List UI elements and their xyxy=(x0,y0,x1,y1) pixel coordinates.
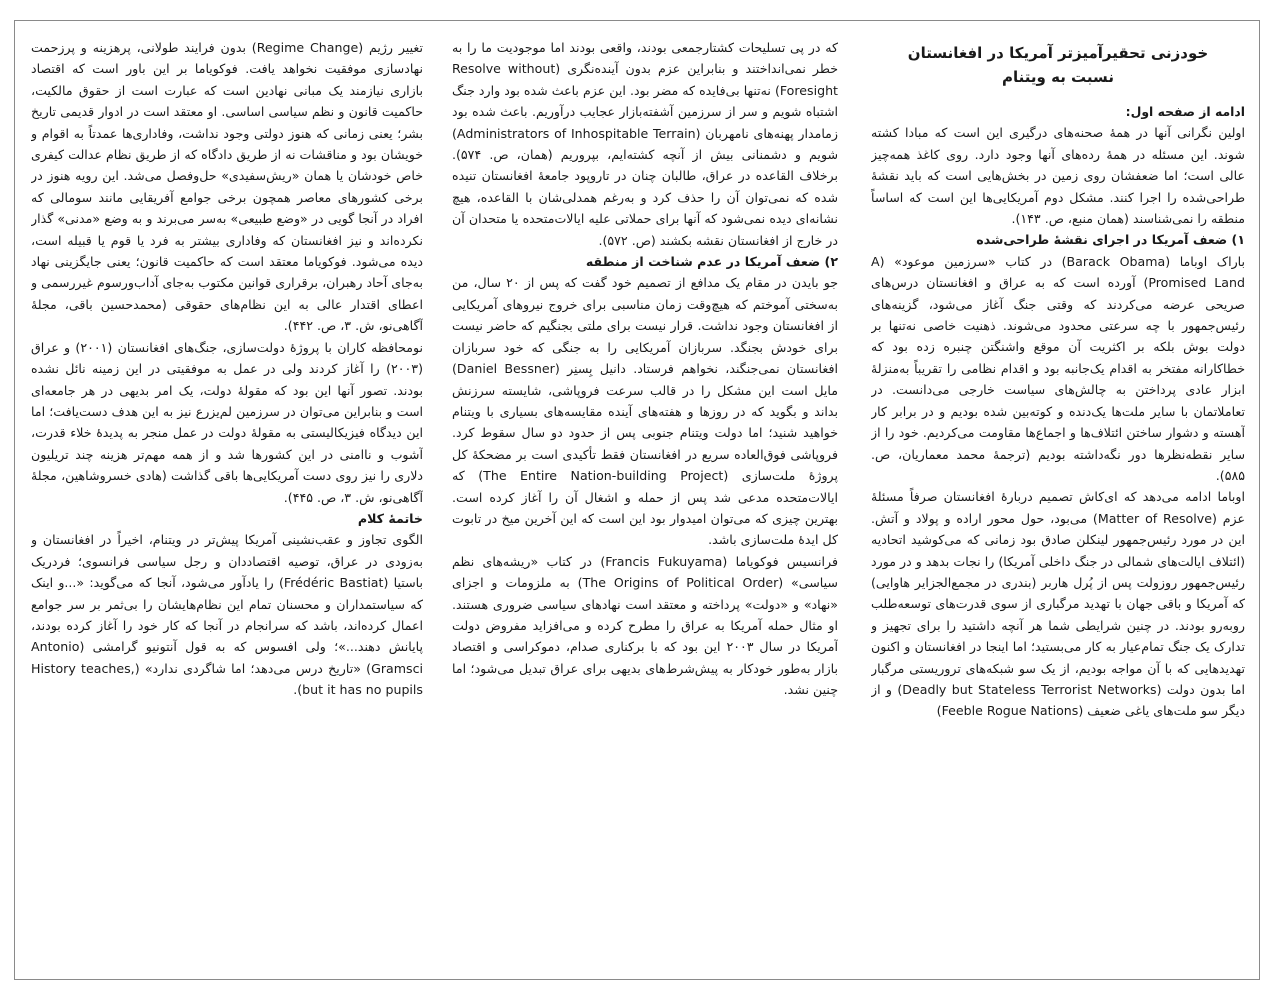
section1-paragraph-1: باراک اوباما (Barack Obama) در کتاب «سرزمین موعود» (A Promised Land) آورده است که به عراق و افغانستان درس‌های صریحی عرضه می‌کردند که وقتی جنگ آغاز می‌شود، گزینه‌های رئیس‌جمهور با چه سرعتی محدود می‌شوند. ذهنیت خاصی نه‌تنها بر دولت بوش بلکه بر اکثریت آن موقع واشنگتن چنبره زده بود که خطاکارانه مفتخر به اقدام یک‌جانبه بود و اقدام نظامی را تقریباً به‌منزلهٔ ابزار عادی پرداختن به چالش‌های سیاست خارجی می‌دانست. در تعاملاتمان با سایر ملت‌ها یک‌دنده و کوته‌بین شده بودیم و در برابر کار آهسته و دشوار ساختن ائتلاف‌ها و اجماع‌ها مقاومت می‌کردیم. خود را از سایر نقطه‌نظرها دور نگه‌داشته بودیم (ترجمهٔ محمد معماریان، ص. ۵۸۵). xyxy=(871,253,1245,483)
left-paragraph-1: تغییر رژیم (Regime Change) بدون فرایند طولانی، پرهزینه و پرزحمت نهادسازی موفقیت نخواهد یافت. فوکویاما بر این باور است که اقتصاد بازاری نیازمند یک مبانی نهادین است که عبارت است از حقوق مالکیت، حاکمیت قانون و نظم سیاسی اساسی. او معتقد است در ادوار قدیمی تاریخ بشر؛ یعنی زمانی که هنوز دولتی وجود نداشت، وفاداری‌ها عمدتاً به اقوام و خویشان بود و مناقشات نه از طریق دادگاه که از طریق نظام عدالت کیفری خاص خودشان یا همان «ریش‌سفیدی» حل‌وفصل می‌شد. این رویه هنوز در برخی کشورهای معاصر همچون برخی جوامع آفریقایی مانند سومالی که افراد در آنجا گویی در «وضع طبیعی» به‌سر می‌برند و به وضع «مدنی» گذار نکرده‌اند و نیز افغانستان که وفاداری بیشتر به فرد یا قوم یا قبیله است، دیده می‌شود. فوکویاما معتقد است که حاکمیت قانون؛ یعنی جایگزینی نهاد به‌جای آحاد رهبران، برقراری قوانین مکتوب به‌جای آداب‌ورسوم غیررسمی و اعطای اقتدار عالی به این نظام‌های حقوقی (محمدحسین باقی، مجلهٔ آگاهی‌نو، ش. ۳، ص. ۴۴۲). xyxy=(31,40,423,334)
intro-paragraph: اولین نگرانی آنها در همهٔ صحنه‌های درگیری این است که مبادا کشته شوند. این مسئله در همهٔ رده‌های آنها وجود دارد. روی کاغذ همه‌چیز عالی است؛ اما ضعفشان روی زمین در بخش‌هایی است که باید نقشهٔ طراحی‌شده را اجرا کنند. مشکل دوم آمریکایی‌ها این است که اساساً منطقه را نمی‌شناسند (همان منبع، ص. ۱۴۳). xyxy=(871,125,1245,227)
article-title xyxy=(871,41,1245,89)
section1-heading: ۱) ضعف آمریکا در اجرای نقشهٔ طراحی‌شده xyxy=(976,232,1245,248)
middle-paragraph-2: فرانسیس فوکویاما (Francis Fukuyama) در کتاب «ریشه‌های نظم سیاسی» (The Origins of Political Order) به ملزومات و اجزای «نهاد» و «دولت» پرداخته و معتقد است نهادهای سیاسی ضروری هستند. او مثال حمله آمریکا به عراق را مطرح کرده و می‌افزاید مفروض دولت آمریکا در سال ۲۰۰۳ این بود که با برکناری صدام، دموکراسی و اقتصاد بازار به‌طور خودکار به پیش‌شرط‌های بدیهی برای عراق تبدیل می‌شود؛ اما چنین نشد. xyxy=(452,553,838,698)
conclusion-heading: خاتمهٔ کلام xyxy=(357,510,423,526)
section1-paragraph-2: اوباما ادامه می‌دهد که ای‌کاش تصمیم دربارهٔ افغانستان صرفاً مسئلهٔ عزم (Matter of Resolve) می‌بود، حول محور اراده و پولاد و آتش. این در مورد رئیس‌جمهور لینکلن صادق بود زمانی که می‌کوشید اتحادیه (ائتلاف ایالت‌های شمالی در جنگ داخلی آمریکا) را نجات بدهد و در مورد رئیس‌جمهور روزولت پس از پُرل هاربر (بندری در مجمع‌الجزایر هاوایی) که آمریکا و باقی جهان با تهدید مرگباری از سوی قدرت‌های توسعه‌طلب روبه‌رو بودند. در چنین شرایطی شما هر آنچه داشتید را برای تجهیز و تدارک یک جنگ تمام‌عیار به کار می‌بستید؛ اما اینجا در افغانستان و اکنون تهدیدهایی که با آن مواجه بودیم، از یک سو شبکه‌های تروریستی مرگبار اما بدون دولت (Deadly but Stateless Terrorist Networks) و از دیگر سو ملت‌های یاغی ضعیف (Feeble Rogue Nations) xyxy=(871,489,1245,719)
article-title-line2: نسبت به ویتنام xyxy=(1002,68,1114,86)
left-paragraph-2: نومحافظه کاران با پروژهٔ دولت‌سازی، جنگ‌های افغانستان (۲۰۰۱) و عراق (۲۰۰۳) را آغاز کردند ولی در عمل به موفقیتی در این زمینه نائل نشده بودند. تصور آنها این بود که مقولهٔ دولت، یک امر بدیهی در هر جامعه‌ای است و بنابراین می‌توان در سرزمین لم‌یزرع نیز به این هدف دست‌یافت؛ اما این دیدگاه فیزیکالیستی به مقولهٔ دولت در عمل منجر به پدیدهٔ خلاء قدرت، آشوب و ناامنی در این کشورها شد و از همه مهم‌تر هزینه چند تریلیون دلاری را نیز روی دست آمریکایی‌ها باقی گذاشت (هادی خسروشاهین، مجلهٔ آگاهی‌نو، ش. ۳، ص. ۴۴۵). xyxy=(31,339,423,505)
column-middle xyxy=(452,37,838,967)
column-left xyxy=(31,37,423,967)
section2-heading: ۲) ضعف آمریکا در عدم شناخت از منطقه xyxy=(585,254,838,270)
article-title-line1: خودزنی تحقیرآمیزتر آمریکا در افغانستان xyxy=(907,44,1209,62)
column-right xyxy=(871,37,1245,967)
section2-paragraph-1: جو بایدن در مقام یک مدافع از تصمیم خود گفت که پس از ۲۰ سال، من به‌سختی آموختم که هیچ‌وقت زمان مناسبی برای خروج نیروهای آمریکایی از افغانستان وجود نداشت. قرار نیست برای ملتی بجنگیم که حاضر نیست برای خودش بجنگد. سربازان آمریکایی را به جنگی که خود سربازان افغانستان نمی‌جنگند، نخواهم فرستاد. دانیل بِسنِر (Daniel Bessner) مایل است این مشکل را در قالب سرعت فروپاشی، شایسته سرزنش بداند و بگوید که در روزها و هفته‌های آینده مقایسه‌های بسیاری با ویتنام خواهید شنید؛ اما دولت ویتنام جنوبی پس از حدود دو سال سقوط کرد. فروپاشی فوق‌العاده سریع در افغانستان فقط تأکیدی است بر مضحکهٔ کل پروژهٔ ملت‌سازی (The Entire Nation-building Project) که ایالات‌متحده مدعی شد پس از حمله و اشغال آن را آغاز کرده است. بهترین چیزی که می‌توان امیدوار بود این است که این آخرین میخ در تابوت کل ایدهٔ ملت‌سازی باشد. xyxy=(452,275,838,548)
conclusion-paragraph: الگوی تجاوز و عقب‌نشینی آمریکا پیش‌تر در ویتنام، اخیراً در افغانستان و به‌زودی در عراق، توصیه اقتصاددان و رجل سیاسی فرانسوی؛ فردریک باستیا (Frédéric Bastiat) را یادآور می‌شود، آنجا که می‌گوید: «...و اینک که سیاستمداران و محسنان تمام این نظام‌هایشان را بی‌ثمر بر سر جوامع اعمال کرده‌اند، باشد که سرانجام در آنجا که کار خود را آغاز کرده بودند، پایانش دهند...»؛ ولی افسوس که به قول آنتونیو گرامشی (Antonio Gramsci) «تاریخ درس می‌دهد؛ اما شاگردی ندارد» (History teaches, but it has no pupils). xyxy=(31,532,423,698)
middle-paragraph-1: که در پی تسلیحات کشتارجمعی بودند، واقعی بودند اما موجودیت ما را به خطر نمی‌انداختند و بنابراین عزم بدون آینده‌نگری (Resolve without Foresight) نه‌تنها بی‌فایده که مضر بود. این عزم باعث شده بود وارد جنگ اشتباه شویم و سر از سرزمین آشفته‌بازار عجایب درآوریم. باعث شده بود زمامدار پهنه‌های نامهربان (Administrators of Inhospitable Terrain) شویم و دشمنانی بیش از آنچه کشته‌ایم، بپروریم (همان، ص. ۵۷۴). برخلاف القاعده در عراق، طالبان چنان در تاروپود جامعهٔ افغانستان تنیده شده که نمی‌توان آن را حذف کرد و به‌رغم همدلی‌شان با القاعده، هیچ نشانه‌ای دیده نمی‌شود که آنها برای حملاتی علیه ایالات‌متحده یا متحدان آن در خارج از افغانستان نقشه بکشند (ص. ۵۷۲). xyxy=(452,40,838,248)
newspaper-page xyxy=(14,20,1260,980)
continued-label: ادامه از صفحه اول: xyxy=(1125,104,1245,119)
